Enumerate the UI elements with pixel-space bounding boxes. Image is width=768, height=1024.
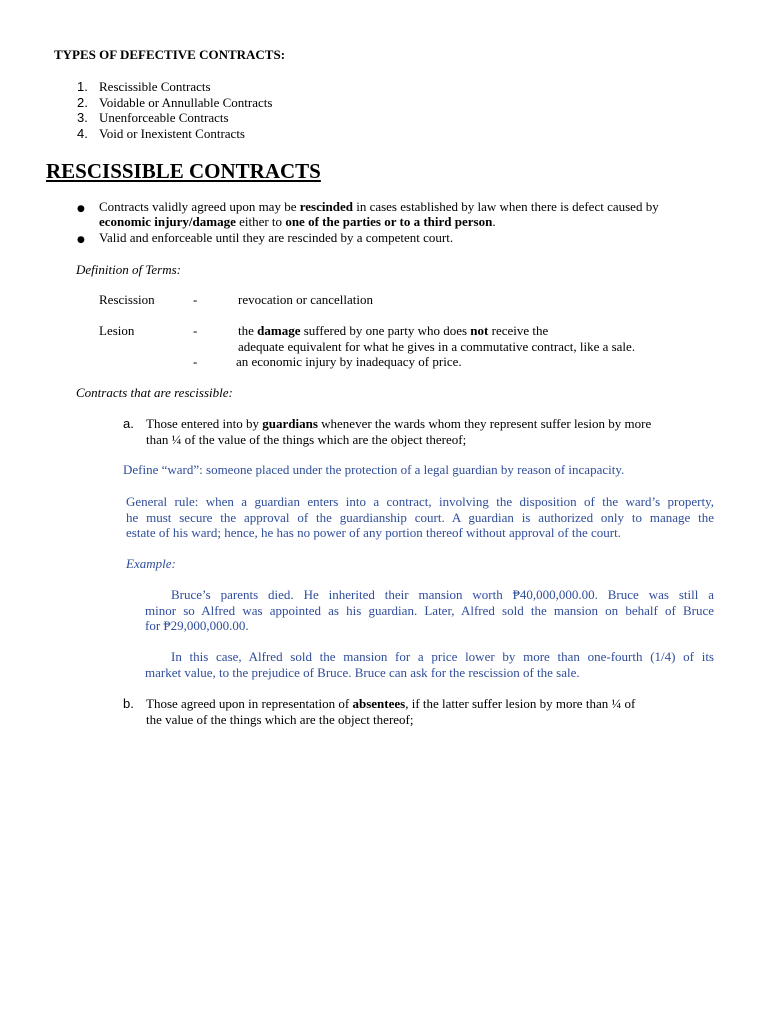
list-number: 4. [77, 126, 88, 141]
list-item [77, 79, 88, 95]
item-b-label: b. [123, 696, 134, 711]
bullet-text-1-line-2: economic injury/damage either to one of the parties or to a third person. [99, 214, 496, 229]
bullet-text-2: Valid and enforceable until they are rescinded by a competent court. [99, 230, 454, 245]
term-lesion-definition-2: an economic injury by inadequacy of price. [236, 354, 462, 369]
item-a-line-2: than ¼ of the value of the things which are the object thereof; [146, 432, 467, 447]
general-rule-line-1: General rule: when a guardian enters into a contract, involving the disposition of the ward’s property, [126, 494, 714, 509]
bullet-icon: ● [77, 204, 85, 214]
item-b-line-2: the value of the things which are the object thereof; [146, 712, 414, 727]
term-lesion-definition-1-cont: adequate equivalent for what he gives in a commutative contract, like a sale. [238, 339, 636, 354]
list-item-text: Voidable or Annullable Contracts [99, 95, 273, 110]
term-dash: - [193, 354, 198, 369]
example-p2-line-2: market value, to the prejudice of Bruce. Bruce can ask for the rescission of the sale. [145, 665, 580, 680]
list-item [77, 110, 88, 126]
general-rule-line-2: he must secure the approval of the guardianship court. A guardian is authorized only to manage the [126, 510, 714, 525]
list-item [77, 95, 88, 111]
bullet-icon: ● [77, 235, 85, 245]
list-item-text: Void or Inexistent Contracts [99, 126, 245, 141]
bullet-text-1-line-1: Contracts validly agreed upon may be rescinded in cases established by law when there is defect caused by [99, 199, 659, 214]
term-lesion-definition-1: the damage suffered by one party who does not receive the [238, 323, 549, 338]
definition-heading: Definition of Terms: [76, 262, 181, 277]
rescissible-heading: Contracts that are rescissible: [76, 385, 233, 400]
list-item-text: Rescissible Contracts [99, 79, 211, 94]
list-item-text: Unenforceable Contracts [99, 110, 229, 125]
item-a-label: a. [123, 416, 134, 431]
example-p1-line-2: minor so Alfred was appointed as his guardian. Later, Alfred sold the mansion on behalf of Bruce [145, 603, 714, 618]
example-p1-line-1: Bruce’s parents died. He inherited their mansion worth ₱40,000,000.00. Bruce was still a [171, 587, 714, 602]
list-number: 1. [77, 79, 88, 94]
ward-definition: Define “ward”: someone placed under the protection of a legal guardian by reason of incapacity. [123, 462, 625, 477]
term-dash: - [193, 323, 198, 338]
general-rule-line-3: estate of his ward; hence, he has no power of any portion thereof without approval of the court. [126, 525, 621, 540]
term-lesion: Lesion [99, 323, 135, 338]
list-item [77, 126, 88, 142]
example-p1-line-3: for ₱29,000,000.00. [145, 618, 249, 633]
types-heading: TYPES OF DEFECTIVE CONTRACTS: [54, 47, 286, 62]
item-b-line-1: Those agreed upon in representation of absentees, if the latter suffer lesion by more than ¼ of [146, 696, 636, 711]
term-rescission-definition: revocation or cancellation [238, 292, 373, 307]
list-number: 3. [77, 110, 88, 125]
example-label: Example: [126, 556, 176, 571]
list-number: 2. [77, 95, 88, 110]
term-rescission: Rescission [99, 292, 155, 307]
item-a-line-1: Those entered into by guardians whenever the wards whom they represent suffer lesion by more [146, 416, 652, 431]
term-dash: - [193, 292, 198, 307]
section-title: RESCISSIBLE CONTRACTS [46, 159, 321, 183]
example-p2-line-1: In this case, Alfred sold the mansion for a price lower by more than one-fourth (1/4) of its [171, 649, 714, 664]
